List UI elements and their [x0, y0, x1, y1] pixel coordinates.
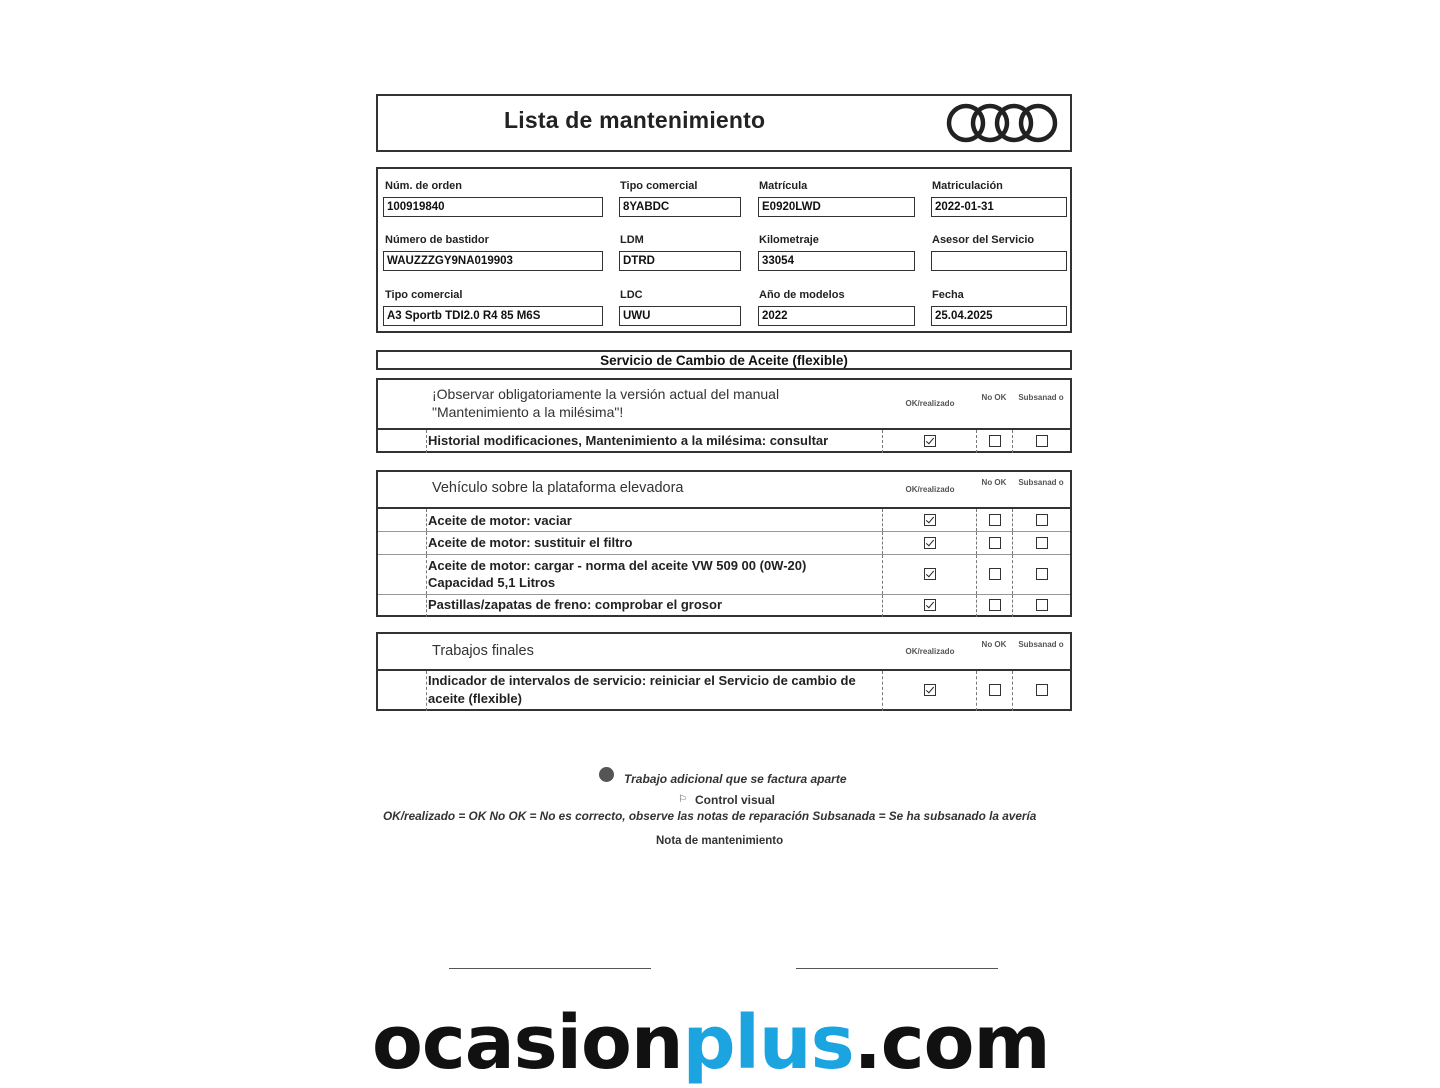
row-divider	[976, 509, 977, 531]
brand-part2: plus	[682, 1000, 854, 1086]
fixed-checkbox[interactable]	[1036, 599, 1048, 611]
vehicle-info-panel	[376, 167, 1072, 333]
date-label: Fecha	[932, 289, 964, 301]
row-divider	[1012, 595, 1013, 617]
row-divider	[1012, 532, 1013, 554]
row-divider	[976, 555, 977, 594]
section-final-work	[376, 632, 1072, 711]
table-row	[378, 430, 1070, 453]
row-text-line1: Aceite de motor: cargar - norma del aceite VW 509 00 (0W-20)	[428, 558, 807, 573]
document-title: Lista de mantenimiento	[504, 107, 766, 133]
legend-visual-check: Control visual	[695, 793, 776, 807]
row-divider	[976, 532, 977, 554]
table-row	[378, 671, 1070, 711]
row-divider	[426, 555, 427, 594]
table-row	[378, 532, 1070, 555]
section-header	[378, 472, 1070, 509]
section-title: Vehículo sobre la plataforma elevadora	[432, 480, 684, 496]
model-year-field: 2022	[758, 306, 915, 326]
signature-line-left	[449, 968, 651, 969]
model-year-label: Año de modelos	[759, 289, 845, 301]
fixed-checkbox[interactable]	[1036, 684, 1048, 696]
row-text: Aceite de motor: vaciar	[428, 513, 572, 528]
table-row	[378, 555, 1070, 595]
commercial-type-field: A3 Sportb TDI2.0 R4 85 M6S	[383, 306, 603, 326]
section-header	[378, 380, 1070, 430]
nok-checkbox[interactable]	[989, 514, 1001, 526]
row-divider	[976, 671, 977, 711]
commercial-type-code-label: Tipo comercial	[620, 180, 698, 192]
row-divider	[976, 430, 977, 453]
row-text-line1: Indicador de intervalos de servicio: reiniciar el Servicio de cambio de	[428, 673, 856, 688]
fixed-checkbox[interactable]	[1036, 435, 1048, 447]
column-nok-header: No OK	[981, 478, 1007, 487]
row-text-line2: Capacidad 5,1 Litros	[428, 575, 556, 590]
row-divider	[882, 430, 883, 453]
row-divider	[426, 671, 427, 711]
row-divider	[882, 532, 883, 554]
row-divider	[882, 509, 883, 531]
row-divider	[1012, 555, 1013, 594]
order-number-label: Núm. de orden	[385, 180, 463, 192]
nok-checkbox[interactable]	[989, 537, 1001, 549]
date-field: 25.04.2025	[931, 306, 1067, 326]
mileage-label: Kilometraje	[759, 234, 819, 246]
column-fixed-header: Subsanad o	[1018, 640, 1064, 649]
ok-checkbox[interactable]	[924, 435, 936, 447]
section-manual-notice	[376, 378, 1072, 453]
signature-line-right	[796, 968, 998, 969]
plate-field: E0920LWD	[758, 197, 915, 217]
section-title: Trabajos finales	[432, 643, 534, 659]
column-fixed-header: Subsanad o	[1018, 478, 1064, 487]
advisor-label: Asesor del Servicio	[932, 234, 1035, 246]
row-divider	[1012, 509, 1013, 531]
row-divider	[426, 430, 427, 453]
legend-explanation: OK/realizado = OK No OK = No es correcto, observe las notas de reparación Subsanada = Se ha subsanado la avería	[383, 809, 1037, 823]
ok-checkbox[interactable]	[924, 568, 936, 580]
maintenance-note-label: Nota de mantenimiento	[656, 835, 784, 847]
service-title-bar: Servicio de Cambio de Aceite (flexible)	[376, 350, 1072, 370]
brand-part1: ocasion	[372, 1000, 683, 1086]
ok-checkbox[interactable]	[924, 599, 936, 611]
visual-check-icon: ⚐	[678, 794, 687, 805]
commercial-type-code-field: 8YABDC	[619, 197, 741, 217]
row-divider	[426, 595, 427, 617]
vin-label: Número de bastidor	[385, 234, 489, 246]
ocasionplus-logo	[372, 998, 1050, 1088]
order-number-field: 100919840	[383, 197, 603, 217]
section-title-line1: ¡Observar obligatoriamente la versión actual del manual	[432, 386, 780, 402]
row-divider	[1012, 430, 1013, 453]
ldc-label: LDC	[620, 289, 643, 301]
commercial-type-label: Tipo comercial	[385, 289, 463, 301]
section-lift-platform	[376, 470, 1072, 617]
table-row	[378, 595, 1070, 617]
row-divider	[426, 509, 427, 531]
section-title-line2: "Mantenimiento a la milésima"!	[432, 404, 624, 420]
row-divider	[882, 595, 883, 617]
row-divider	[882, 555, 883, 594]
advisor-field	[931, 251, 1067, 271]
row-text: Historial modificaciones, Mantenimiento a la milésima: consultar	[428, 433, 829, 448]
row-divider	[426, 532, 427, 554]
ldc-field: UWU	[619, 306, 741, 326]
column-fixed-header: Subsanad o	[1018, 393, 1064, 402]
fixed-checkbox[interactable]	[1036, 514, 1048, 526]
brand-part3: .com	[853, 1000, 1050, 1086]
table-row	[378, 509, 1070, 532]
document-header	[376, 94, 1072, 152]
section-header	[378, 634, 1070, 671]
column-nok-header: No OK	[981, 640, 1007, 649]
row-divider	[1012, 671, 1013, 711]
nok-checkbox[interactable]	[989, 435, 1001, 447]
nok-checkbox[interactable]	[989, 599, 1001, 611]
column-nok-header: No OK	[981, 393, 1007, 402]
plate-label: Matrícula	[759, 180, 808, 192]
row-text: Pastillas/zapatas de freno: comprobar el grosor	[428, 597, 723, 612]
nok-checkbox[interactable]	[989, 684, 1001, 696]
fixed-checkbox[interactable]	[1036, 568, 1048, 580]
registration-label: Matriculación	[932, 180, 1003, 192]
ok-checkbox[interactable]	[924, 537, 936, 549]
vin-field: WAUZZZGY9NA019903	[383, 251, 603, 271]
column-ok-header: OK/realizado	[905, 485, 955, 494]
column-ok-header: OK/realizado	[905, 399, 955, 408]
extra-work-dot-icon	[599, 767, 614, 782]
row-text-line2: aceite (flexible)	[428, 691, 522, 706]
row-text: Aceite de motor: sustituir el filtro	[428, 535, 633, 550]
legend-extra-work: Trabajo adicional que se factura aparte	[624, 772, 847, 786]
mileage-field: 33054	[758, 251, 915, 271]
row-divider	[976, 595, 977, 617]
ok-checkbox[interactable]	[924, 684, 936, 696]
audi-rings-logo	[944, 100, 1060, 146]
nok-checkbox[interactable]	[989, 568, 1001, 580]
ldm-field: DTRD	[619, 251, 741, 271]
fixed-checkbox[interactable]	[1036, 537, 1048, 549]
column-ok-header: OK/realizado	[905, 647, 955, 656]
registration-field: 2022-01-31	[931, 197, 1067, 217]
ldm-label: LDM	[620, 234, 644, 246]
ok-checkbox[interactable]	[924, 514, 936, 526]
